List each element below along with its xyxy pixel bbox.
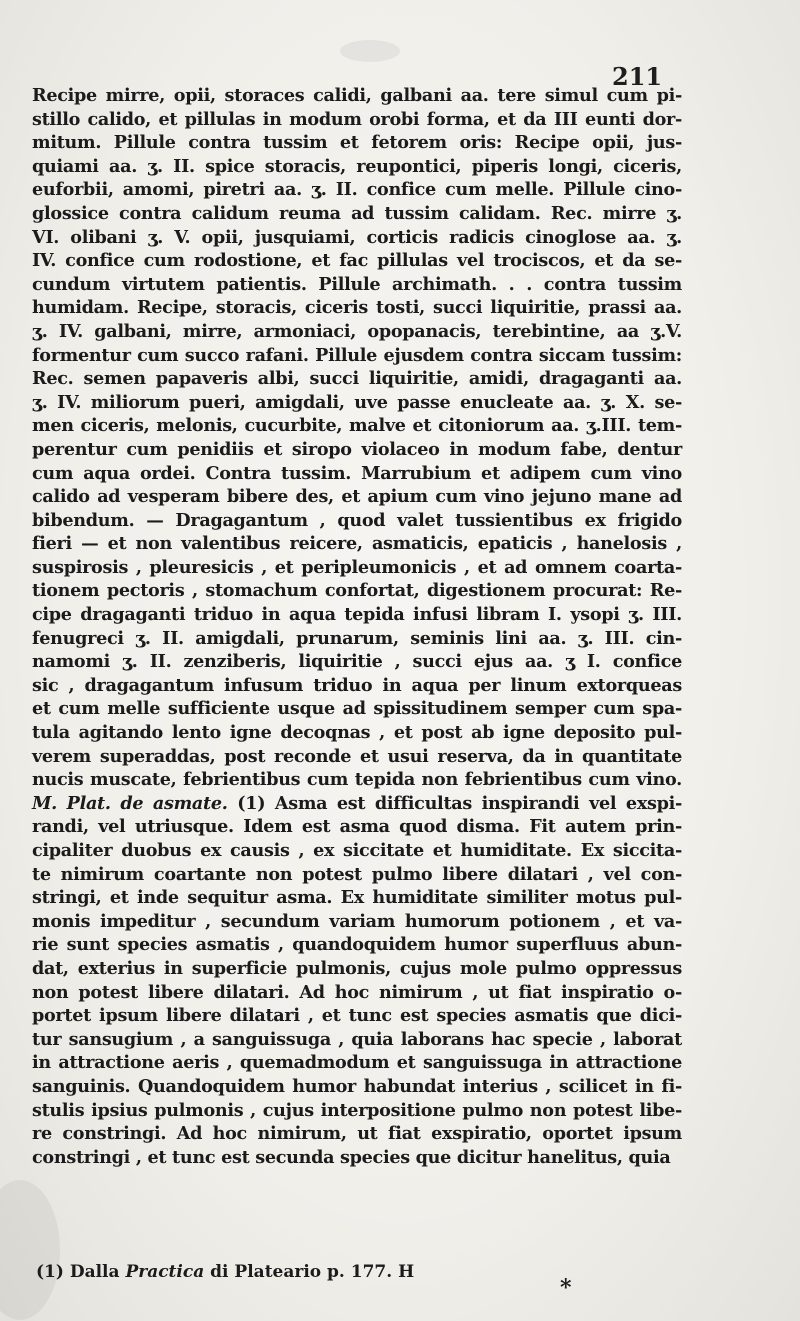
section-heading: M. Plat. de asmate. [32, 792, 228, 814]
text-line: mitum. Pillule contra tussim et fetorem oris: Recipe opii, jus- [32, 132, 682, 154]
text-line: humidam. Recipe, storacis, ciceris tosti, succi liquiritie, prassi aa. [32, 297, 682, 319]
text-line: dat, exterius in superficie pulmonis, cujus mole pulmo oppressus [32, 957, 682, 979]
text-line: namomi ʒ. II. zenziberis, liquiritie , succi ejus aa. ʒ I. confice [32, 651, 682, 673]
text-line: Rec. semen papaveris albi, succi liquiritie, amidi, dragaganti aa. [32, 368, 682, 390]
text-line: stillo calido, et pillulas in modum orobi forma, et da III eunti dor- [32, 108, 682, 130]
text-line: tula agitando lento igne decoqnas , et post ab igne deposito pul- [32, 722, 682, 744]
text-line: fenugreci ʒ. II. amigdali, prunarum, seminis lini aa. ʒ. III. cin- [32, 627, 682, 649]
text-line: Recipe mirre, opii, storaces calidi, galbani aa. tere simul cum pi- [32, 85, 682, 106]
footnote-rest: di Plateario p. 177. H [210, 1262, 415, 1282]
text-line: ʒ. IV. galbani, mirre, armoniaci, opopanacis, terebintine, aa ʒ.V. [32, 320, 682, 342]
asterisk-mark: * [560, 1275, 572, 1301]
text-line: sic , dragagantum infusum triduo in aqua per linum extorqueas [32, 674, 682, 696]
text-line: cipe dragaganti triduo in aqua tepida infusi libram I. ysopi ʒ. III. [32, 604, 682, 626]
text-line: re constringi. Ad hoc nimirum, ut fiat exspiratio, oportet ipsum [32, 1123, 682, 1145]
text-line: stringi, et inde sequitur asma. Ex humiditate similiter motus pul- [32, 887, 682, 909]
paper-shadow [0, 1180, 60, 1320]
text-line: quiami aa. ʒ. II. spice storacis, reupontici, piperis longi, ciceris, [32, 155, 682, 177]
text-line: men ciceris, melonis, cucurbite, malve et citoniorum aa. ʒ.III. tem- [32, 415, 682, 437]
text-line: tionem pectoris , stomachum confortat, digestionem procurat: Re- [32, 580, 682, 602]
text-line: constringi , et tunc est secunda species que dicitur hanelitus, quia [32, 1146, 671, 1168]
footnote [36, 1262, 636, 1282]
text-line: randi, vel utriusque. Idem est asma quod disma. Fit autem prin- [32, 816, 682, 838]
text-line: verem superaddas, post reconde et usui reserva, da in quantitate [32, 745, 682, 767]
text-line: non potest libere dilatari. Ad hoc nimirum , ut fiat inspiratio o- [32, 981, 682, 1003]
text-line: stulis ipsius pulmonis , cujus interpositione pulmo non potest libe- [32, 1099, 682, 1121]
body-text [32, 84, 682, 1169]
footnote-marker: (1) Dalla [36, 1262, 120, 1282]
text-line: et cum melle sufficiente usque ad spissitudinem semper cum spa- [32, 698, 682, 720]
text-line: rie sunt species asmatis , quandoquidem humor superfluus abun- [32, 934, 682, 956]
text-line: IV. confice cum rodostione, et fac pillulas vel trociscos, et da se- [32, 250, 682, 272]
text-line: M. Plat. de asmate. (1) Asma est difficultas inspirandi vel exspi- [32, 792, 682, 814]
text-line: suspirosis , pleuresicis , et peripleumonicis , et ad omnem coarta- [32, 556, 682, 578]
text-line: euforbii, amomi, piretri aa. ʒ. II. confice cum melle. Pillule cino- [32, 179, 682, 201]
text-line: portet ipsum libere dilatari , et tunc est species asmatis que dici- [32, 1005, 682, 1027]
text-line: cipaliter duobus ex causis , ex siccitate et humiditate. Ex siccita- [32, 840, 682, 861]
text-line: formentur cum succo rafani. Pillule ejusdem contra siccam tussim: [32, 344, 682, 366]
paper-stain [340, 40, 400, 62]
text-line: fieri — et non valentibus reicere, asmaticis, epaticis , hanelosis , [32, 533, 682, 555]
text-line: cundum virtutem patientis. Pillule archimath. . . contra tussim [32, 273, 682, 295]
text-line: glossice contra calidum reuma ad tussim calidam. Rec. mirre ʒ. [32, 202, 682, 224]
text-line: sanguinis. Quandoquidem humor habundat interius , scilicet in fi- [32, 1075, 682, 1097]
text-line: calido ad vesperam bibere des, et apium cum vino jejuno mane ad [32, 486, 682, 508]
text-line: ʒ. IV. miliorum pueri, amigdali, uve passe enucleate aa. ʒ. X. se- [32, 391, 682, 413]
text-line: perentur cum penidiis et siropo violaceo in modum fabe, dentur [32, 438, 682, 460]
footnote-source: Practica [125, 1262, 205, 1282]
text-line: monis impeditur , secundum variam humorum potionem , et va- [32, 910, 682, 932]
text-line: in attractione aeris , quemadmodum et sanguissuga in attractione [32, 1052, 682, 1074]
text-line: cum aqua ordei. Contra tussim. Marrubium et adipem cum vino [32, 462, 682, 484]
text-line: nucis muscate, febrientibus cum tepida non febrientibus cum vino. [32, 769, 682, 791]
text-line: tur sansugium , a sanguissuga , quia laborans hac specie , laborat [32, 1028, 682, 1050]
page-number: 211 [612, 62, 663, 91]
text-line: te nimirum coartante non potest pulmo libere dilatari , vel con- [32, 863, 682, 885]
text-line: VI. olibani ʒ. V. opii, jusquiami, corticis radicis cinoglose aa. ʒ. [32, 226, 682, 248]
text-line: bibendum. — Dragagantum , quod valet tussientibus ex frigido [32, 509, 682, 531]
